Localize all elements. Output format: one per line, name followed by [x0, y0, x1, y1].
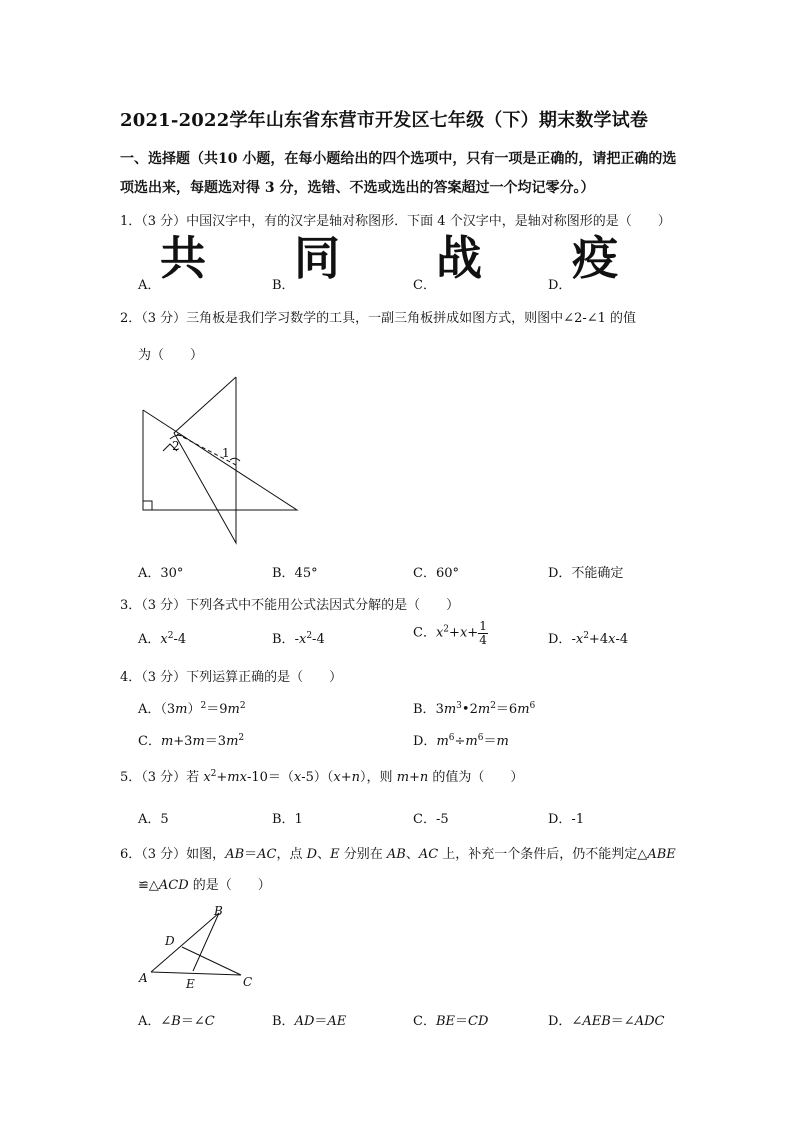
q3-option-a: A．$x^2-4$ — [138, 631, 187, 647]
q6-stem-line1: 6．（3 分）如图，AB＝AC，点 D、E 分别在 AB、AC 上，补充一个条件后，仍不能判定△ABE — [120, 847, 676, 862]
q2-option-d: D．不能确定 — [548, 566, 624, 581]
q1-option-c-label: C． — [413, 278, 436, 293]
q3-stem: 3．（3 分）下列各式中不能用公式法因式分解的是（ ） — [120, 598, 460, 613]
q4-option-a: A．$(3m)^2=9m^2$ — [138, 701, 246, 717]
page-title: 2021-2022学年山东省东营市开发区七年级（下）期末数学试卷 — [120, 110, 649, 131]
q2-option-b: B．45° — [272, 566, 318, 581]
q2-option-c: C．60° — [413, 566, 459, 581]
q3-option-c: C．$x^2+x+$ $\frac{1}{4}$ — [413, 619, 487, 647]
q5-option-a: A．5 — [138, 812, 169, 827]
q4-option-c: C．$m+3m=3m^2$ — [138, 733, 245, 749]
q1-option-d-label: D． — [548, 278, 572, 293]
q6-point-b: B — [214, 904, 223, 918]
section-header-line2: 项选出来，每题选对得 3 分，选错、不选或选出的答案超过一个均记零分。） — [120, 180, 595, 196]
q2-angle-1-label: 1 — [222, 446, 230, 460]
q6-option-b: B．AD＝AE — [272, 1014, 347, 1029]
section-header-line1: 一、选择题（共10 小题，在每小题给出的四个选项中，只有一项是正确的，请把正确的选 — [120, 151, 677, 167]
q2-option-a: A．30° — [138, 566, 184, 581]
q2-triangle-figure — [130, 372, 310, 552]
q6-point-a: A — [139, 971, 148, 985]
q3-option-d: D．$-x^2+4x-4$ — [548, 631, 629, 647]
q6-point-e: E — [186, 977, 195, 991]
q4-stem: 4．（3 分）下列运算正确的是（ ） — [120, 670, 343, 685]
q6-option-c: C．BE＝CD — [413, 1014, 489, 1029]
q6-option-a: A．∠B＝∠C — [138, 1014, 215, 1029]
q6-point-c: C — [243, 975, 253, 989]
q1-stem: 1．（3 分）中国汉字中，有的汉字是轴对称图形．下面 4 个汉字中，是轴对称图形的是（ ） — [120, 214, 671, 229]
q1-option-c-char: 战 — [436, 231, 482, 285]
q6-option-d: D．∠AEB＝∠ADC — [548, 1014, 665, 1029]
q1-option-a-char: 共 — [160, 231, 206, 285]
q4-option-d: D．$m^6\div m^6=m$ — [413, 733, 509, 749]
q1-option-b-label: B． — [272, 278, 295, 293]
q5-stem: 5．（3 分）若 $x^2+mx-10=(x-5)(x+n)$，则 m+n 的值为（ ） — [120, 769, 524, 785]
q2-angle-2-label: 2 — [172, 439, 180, 453]
q4-option-b: B．$3m^3•2m^2=6m^6$ — [413, 701, 536, 717]
q5-option-d: D．-1 — [548, 812, 585, 827]
q1-option-a-label: A． — [138, 278, 161, 293]
q2-stem-line2: 为（ ） — [138, 348, 204, 363]
q6-stem-line2: ≌△ACD 的是（ ） — [138, 878, 271, 893]
q6-point-d: D — [165, 934, 175, 948]
q1-option-d-char: 疫 — [572, 231, 618, 285]
q1-option-b-char: 同 — [294, 231, 340, 285]
q3-option-b: B．$-x^2-4$ — [272, 631, 325, 647]
q3-fraction: $\frac{1}{4}$ — [479, 619, 487, 647]
q5-option-b: B．1 — [272, 812, 303, 827]
q2-stem-line1: 2．（3 分）三角板是我们学习数学的工具，一副三角板拼成如图方式，则图中∠2-∠1 的值 — [120, 311, 637, 326]
q5-option-c: C．-5 — [413, 812, 449, 827]
